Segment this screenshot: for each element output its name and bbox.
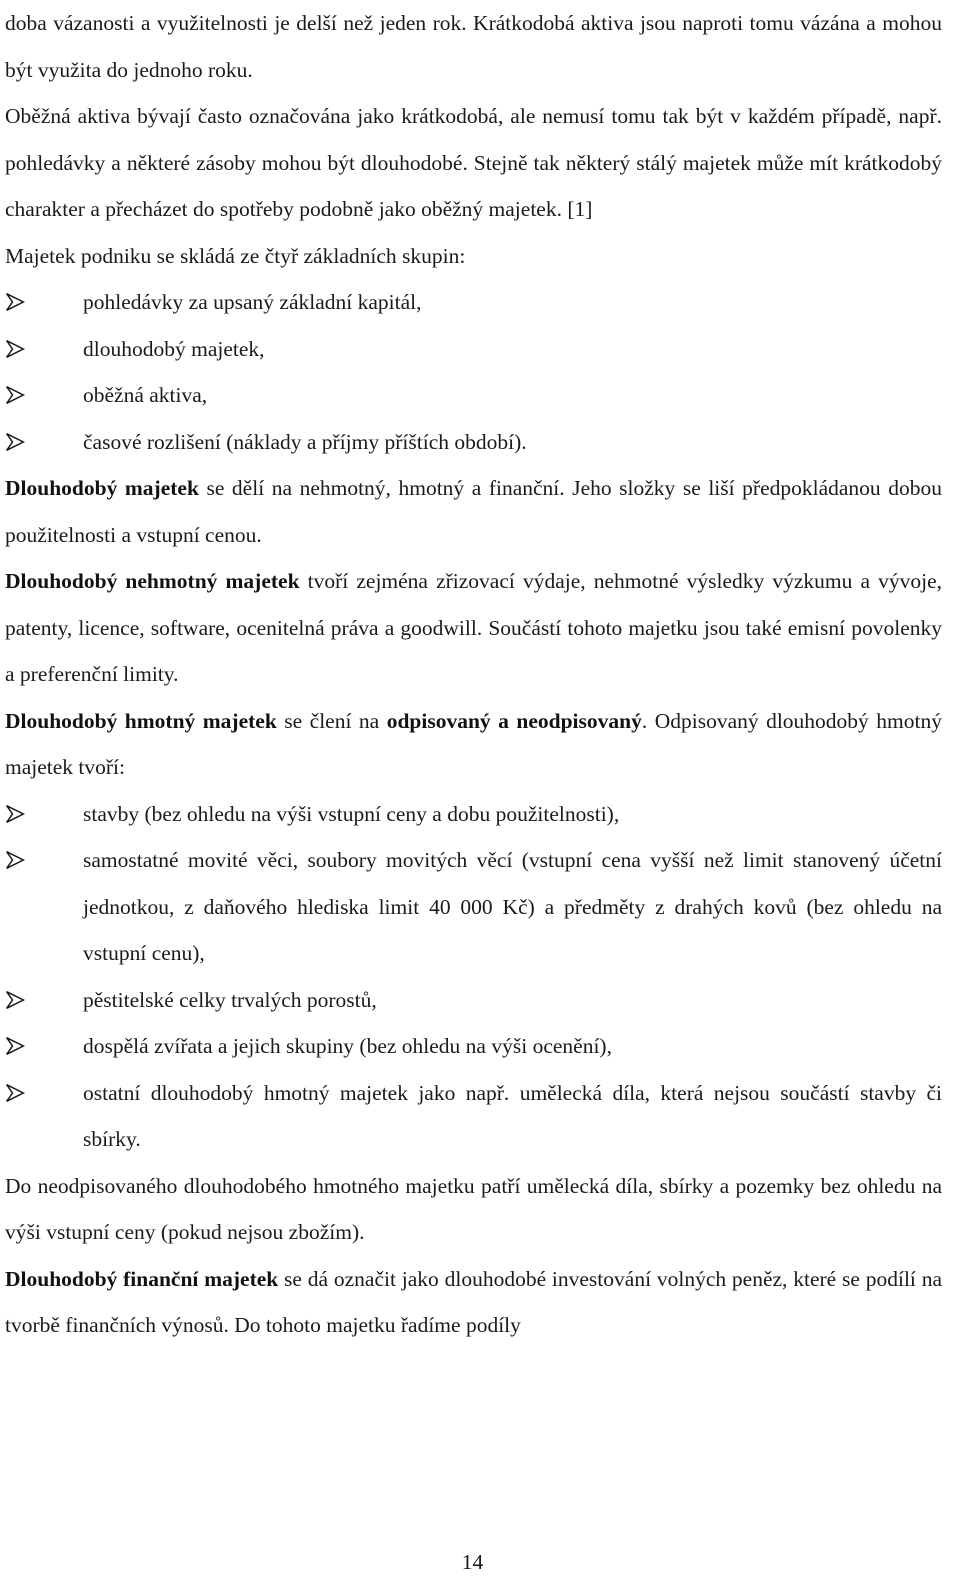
arrowhead-bullet-icon — [5, 837, 29, 884]
document-page — [5, 0, 942, 1349]
list-item — [5, 791, 942, 838]
term-bold: odpisovaný a neodpisovaný — [386, 708, 642, 733]
term-bold: Dlouhodobý finanční majetek — [5, 1266, 279, 1291]
paragraph-current-assets: Oběžná aktiva bývají často označována jako krátkodobá, ale nemusí tomu tak být v každém případě, např. pohledávky a některé zásoby mohou být dlouhodobé. Stejně tak některý stálý majetek může mít krátkodobý charakter a přecházet do spotřeby podobně jako oběžný majetek. [1] — [5, 104, 942, 221]
list-item-text: oběžná aktiva, — [83, 383, 208, 407]
paragraph-text: tvoří zejména zřizovací výdaje, nehmotné výsledky výzkumu a vývoje, patenty, licence, software, ocenitelná práva a goodwill. Součástí tohoto majetku jsou také emisní povolenky a preferenční limity. — [5, 569, 942, 686]
list-item-text: časové rozlišení (náklady a příjmy příštích období). — [83, 429, 527, 454]
arrowhead-bullet-icon — [5, 1023, 29, 1070]
arrowhead-bullet-icon — [5, 419, 29, 466]
list-item-text: pohledávky za upsaný základní kapitál, — [83, 290, 422, 314]
paragraph-text: se dá označit jako dlouhodobé investování volných peněz, které se podílí na tvorbě finančních výnosů. Do tohoto majetku řadíme podíly — [5, 1266, 943, 1337]
paragraph-financial-assets — [5, 1256, 942, 1349]
page-number: 14 — [461, 1550, 484, 1574]
term-bold: Dlouhodobý hmotný majetek — [5, 708, 277, 733]
paragraph-text: se člení na — [276, 708, 387, 733]
list-item — [5, 837, 942, 977]
list-item-text: ostatní dlouhodobý hmotný majetek jako např. umělecká díla, která nejsou součástí stavby či sbírky. — [83, 1080, 942, 1151]
paragraph-asset-groups: Majetek podniku se skládá ze čtyř základních skupin: — [5, 243, 466, 268]
list-item — [5, 279, 942, 326]
arrowhead-bullet-icon — [5, 791, 29, 838]
term-bold: Dlouhodobý majetek — [5, 476, 199, 500]
list-item-text: dlouhodobý majetek, — [83, 336, 265, 361]
asset-groups-list — [5, 279, 942, 465]
paragraph-non-depreciated: Do neodpisovaného dlouhodobého hmotného majetku patří umělecká díla, sbírky a pozemky bez ohledu na výši vstupní ceny (pokud nejsou zbožím). — [5, 1173, 942, 1244]
arrowhead-bullet-icon — [5, 977, 29, 1024]
arrowhead-bullet-icon — [5, 279, 29, 326]
arrowhead-bullet-icon — [5, 1070, 29, 1117]
paragraph-long-term-assets — [5, 465, 942, 558]
list-item-text: pěstitelské celky trvalých porostů, — [83, 987, 377, 1012]
paragraph-text: . Odpisovaný dlouhodobý hmotný majetek tvoří: — [5, 708, 942, 779]
list-item — [5, 326, 942, 373]
term-bold: Dlouhodobý nehmotný majetek — [5, 569, 300, 593]
arrowhead-bullet-icon — [5, 372, 29, 419]
paragraph-intro: doba vázanosti a využitelnosti je delší než jeden rok. Krátkodobá aktiva jsou naproti tomu vázána a mohou být využita do jednoho roku. — [5, 11, 942, 82]
list-item — [5, 977, 942, 1024]
list-item-text: dospělá zvířata a jejich skupiny (bez ohledu na výši ocenění), — [83, 1034, 612, 1058]
list-item-text: stavby (bez ohledu na výši vstupní ceny a dobu použitelnosti), — [83, 801, 620, 826]
depreciated-assets-list — [5, 791, 942, 1163]
list-item — [5, 1023, 942, 1070]
arrowhead-bullet-icon — [5, 326, 29, 373]
list-item — [5, 419, 942, 466]
list-item-text: samostatné movité věci, soubory movitých věcí (vstupní cena vyšší než limit stanovený účetní jednotkou, z daňového hlediska limit 40 000 Kč) a předměty z drahých kovů (bez ohledu na vstupní cenu), — [83, 848, 942, 965]
paragraph-intangible-assets — [5, 558, 942, 698]
paragraph-text: se dělí na nehmotný, hmotný a finanční. Jeho složky se liší předpokládanou dobou použitelnosti a vstupní cenou. — [5, 476, 942, 547]
paragraph-tangible-assets — [5, 698, 942, 791]
list-item — [5, 372, 942, 419]
list-item — [5, 1070, 942, 1163]
